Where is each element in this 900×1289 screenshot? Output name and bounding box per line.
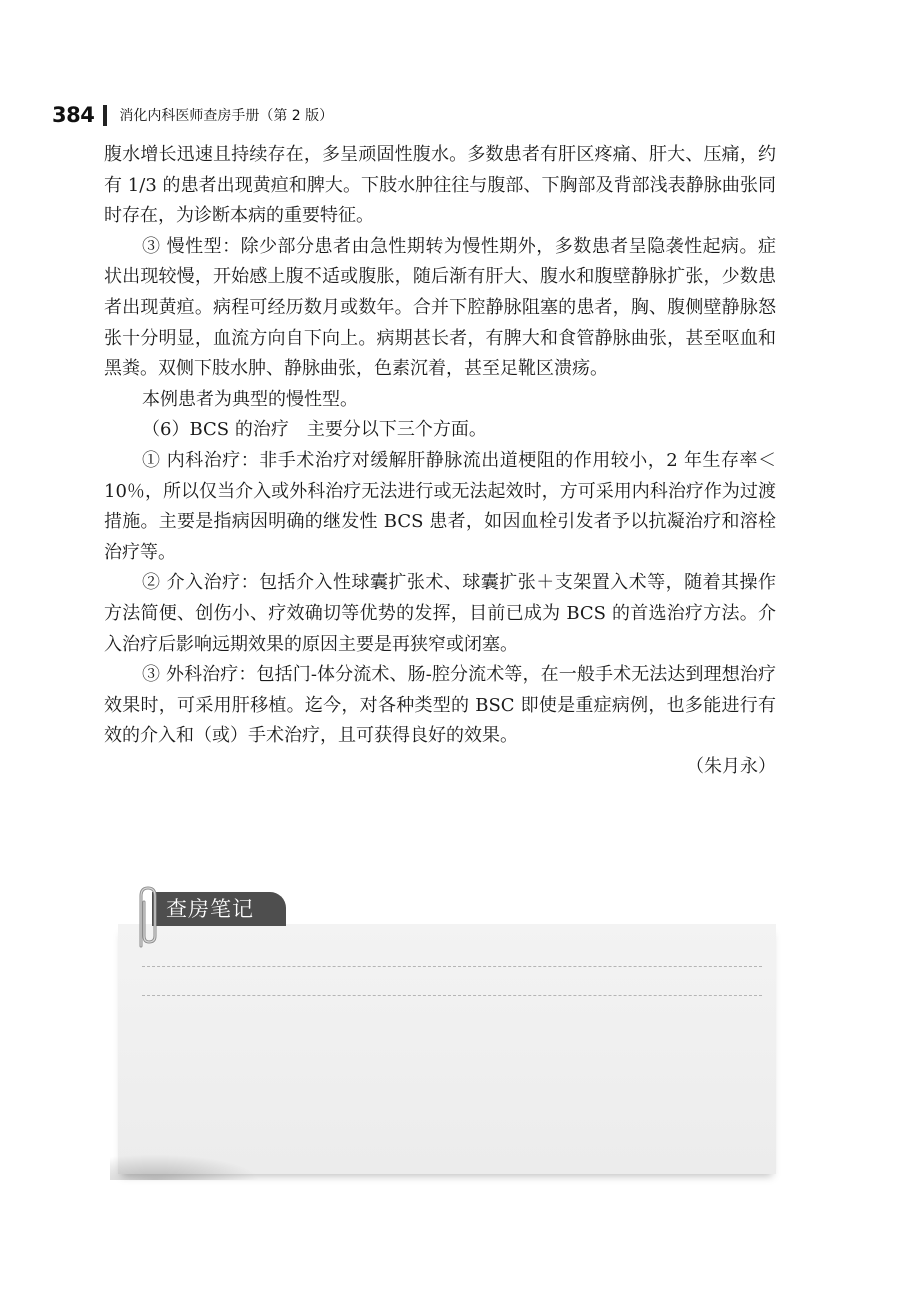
- paragraph-medical-treatment: ① 内科治疗：非手术治疗对缓解肝静脉流出道梗阻的作用较小，2 年生存率＜10％，所以仅当介入或外科治疗无法进行或无法起效时，方可采用内科治疗作为过渡措施。主要是指病因明确的继发性 BCS 患者，如因血栓引发者予以抗凝治疗和溶栓治疗等。: [104, 449, 776, 563]
- main-text: [104, 140, 776, 782]
- author-name: （朱月永）: [686, 755, 776, 777]
- book-title: 消化内科医师查房手册（第 2 版）: [119, 108, 334, 124]
- header-divider: [103, 105, 107, 126]
- notes-card: [118, 924, 776, 1174]
- paragraph-case-type: 本例患者为典型的慢性型。: [142, 388, 358, 410]
- paragraph-ascites: 腹水增长迅速且持续存在，多呈顽固性腹水。多数患者有肝区疼痛、肝大、压痛，约有 1/3 的患者出现黄疸和脾大。下肢水肿往往与腹部、下胸部及背部浅表静脉曲张同时存在，为诊断本病的重要特征。: [104, 144, 776, 227]
- paragraph-chronic-type: ③ 慢性型：除少部分患者由急性期转为慢性期外，多数患者呈隐袭性起病。症状出现较慢，开始感上腹不适或腹胀，随后渐有肝大、腹水和腹壁静脉扩张，少数患者出现黄疸。病程可经历数月或数年。合并下腔静脉阻塞的患者，胸、腹侧壁静脉怒张十分明显，血流方向自下向上。病期甚长者，有脾大和食管静脉曲张，甚至呕血和黑粪。双侧下肢水肿、静脉曲张，色素沉着，甚至足靴区溃疡。: [104, 235, 776, 380]
- paperclip-icon: [132, 884, 162, 954]
- paragraph-treatment-heading: （6）BCS 的治疗 主要分以下三个方面。: [142, 419, 487, 441]
- notes-line: [142, 995, 762, 996]
- notes-line: [142, 966, 762, 967]
- page-header: [52, 100, 333, 130]
- page-number: 384: [52, 103, 95, 127]
- notes-title-tab: 查房笔记: [152, 892, 286, 926]
- paragraph-surgical-treatment: ③ 外科治疗：包括门-体分流术、肠-腔分流术等，在一般手术无法达到理想治疗效果时，可采用肝移植。迄今，对各种类型的 BSC 即使是重症病例，也多能进行有效的介入和（或）手术治疗，且可获得良好的效果。: [104, 664, 776, 747]
- paragraph-interventional-treatment: ② 介入治疗：包括介入性球囊扩张术、球囊扩张＋支架置入术等，随着其操作方法简便、创伤小、疗效确切等优势的发挥，目前已成为 BCS 的首选治疗方法。介入治疗后影响远期效果的原因主要是再狭窄或闭塞。: [104, 572, 776, 655]
